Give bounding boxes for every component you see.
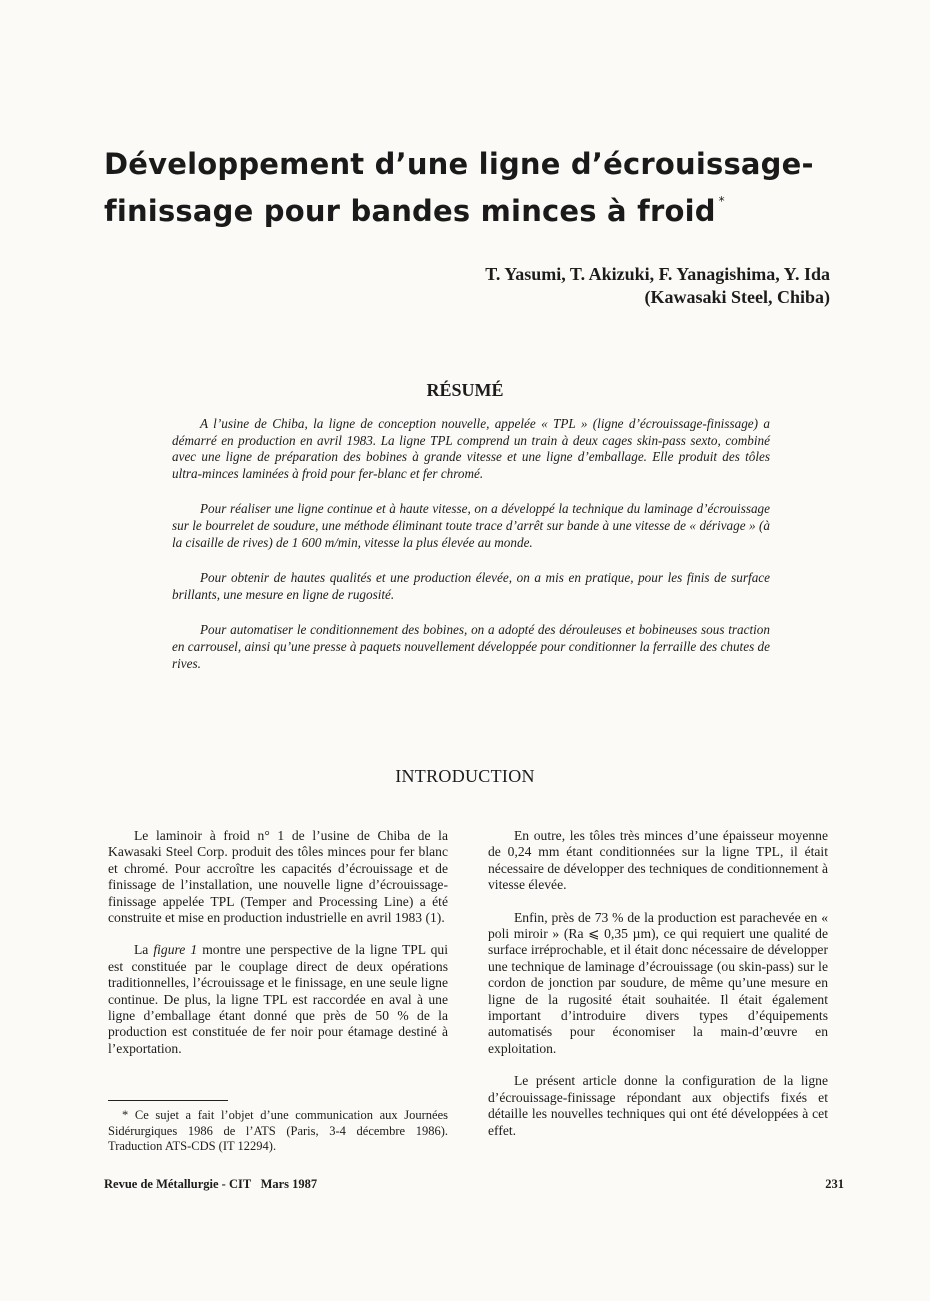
text-run: La	[134, 942, 154, 958]
author-block	[485, 263, 830, 309]
body-paragraph: Le laminoir à froid n° 1 de l’usine de Chiba de la Kawasaki Steel Corp. produit des tôles minces pour fer blanc et chromé. Pour accroître les capacités d’écrouissage et de finissage de l’installation, une nouvelle ligne d’écrouissage-finissage appelée TPL (Temper and Processing Line) a été construite et mise en production industrielle en avril 1983 (1).	[108, 828, 448, 926]
issue-date: Mars 1987	[260, 1177, 318, 1191]
author-names: T. Yasumi, T. Akizuki, F. Yanagishima, Y. Ida	[485, 264, 830, 284]
title-line-2: finissage pour bandes minces à froid	[104, 194, 716, 228]
body-paragraph: En outre, les tôles très minces d’une épaisseur moyenne de 0,24 mm étant conditionnées sur la ligne TPL, il était nécessaire de développer des techniques de conditionnement à vitesse élevée.	[488, 828, 828, 893]
body-paragraph	[108, 942, 448, 1057]
journal-name: Revue de Métallurgie - CIT	[104, 1177, 252, 1191]
journal-citation	[104, 1177, 317, 1192]
abstract-paragraph: A l’usine de Chiba, la ligne de conception nouvelle, appelée « TPL » (ligne d’écrouissage-finissage) a démarré en production en avril 1983. La ligne TPL comprend un train à deux cages skin-pass sexto, combiné avec une ligne de préparation des bobines à grande vitesse et une ligne d’emballage. Elle produit des tôles ultra-minces laminées à froid pour fer-blanc et fer chromé.	[172, 416, 770, 481]
article-title	[104, 146, 824, 230]
text-run: montre une perspective de la ligne TPL qui est constituée par le couplage direct de deux opérations traditionnelles, l’écrouissage et le finissage, en une seule ligne continue. De plus, la ligne TPL est raccordée en aval à une ligne d’emballage étant donné que près de 50 % de la production est constituée de fer noir pour étamage destiné à l’exportation.	[108, 942, 448, 1056]
abstract	[172, 416, 770, 691]
page-footer	[104, 1177, 844, 1192]
figure-reference: figure 1	[153, 942, 198, 958]
footnote-mark: *	[122, 1108, 129, 1122]
abstract-paragraph: Pour automatiser le conditionnement des bobines, on a adopté des dérouleuses et bobineuses sous traction en carrousel, ainsi qu’une presse à paquets nouvellement développée pour conditionner la ferraille des chutes de rives.	[172, 622, 770, 671]
footnote	[108, 1108, 448, 1155]
abstract-paragraph: Pour obtenir de hautes qualités et une production élevée, on a mis en pratique, pour les finis de surface brillants, une mesure en ligne de rugosité.	[172, 570, 770, 602]
author-affiliation: (Kawasaki Steel, Chiba)	[644, 287, 830, 307]
left-column	[108, 828, 448, 1073]
body-paragraph: Le présent article donne la configuration de la ligne d’écrouissage-finissage répondant aux objectifs fixés et détaille les nouvelles techniques qui ont été développées à cet effet.	[488, 1073, 828, 1138]
footnote-text: Ce sujet a fait l’objet d’une communication aux Journées Sidérurgiques 1986 de l’ATS (Paris, 3-4 décembre 1986). Traduction ATS-CDS (IT 12294).	[108, 1108, 448, 1154]
footnote-separator	[108, 1100, 228, 1101]
page-number: 231	[825, 1177, 844, 1191]
introduction-heading: INTRODUCTION	[395, 766, 535, 786]
title-footnote-mark: *	[718, 194, 725, 208]
right-column	[488, 828, 828, 1155]
body-paragraph: Enfin, près de 73 % de la production est parachevée en « poli miroir » (Ra ⩽ 0,35 µm), ce qui requiert une qualité de surface irréprochable, et il était donc nécessaire de développer une technique de laminage d’écrouissage (ou skin-pass) sur le cordon de jonction par soudure, de même qu’une mesure en ligne de la rugosité était souhaitée. Il était également important d’introduire divers types d’équipements automatisés pour économiser la main-d’œuvre en exploitation.	[488, 909, 828, 1056]
title-line-1: Développement d’une ligne d’écrouissage-	[104, 147, 814, 181]
resume-heading: RÉSUMÉ	[426, 380, 504, 400]
abstract-paragraph: Pour réaliser une ligne continue et à haute vitesse, on a développé la technique du laminage d’écrouissage sur le bourrelet de soudure, une méthode éliminant toute trace d’arrêt sur bande à une vitesse de « dérivage » (à la cisaille de rives) de 1 600 m/min, vitesse la plus élevée au monde.	[172, 501, 770, 550]
